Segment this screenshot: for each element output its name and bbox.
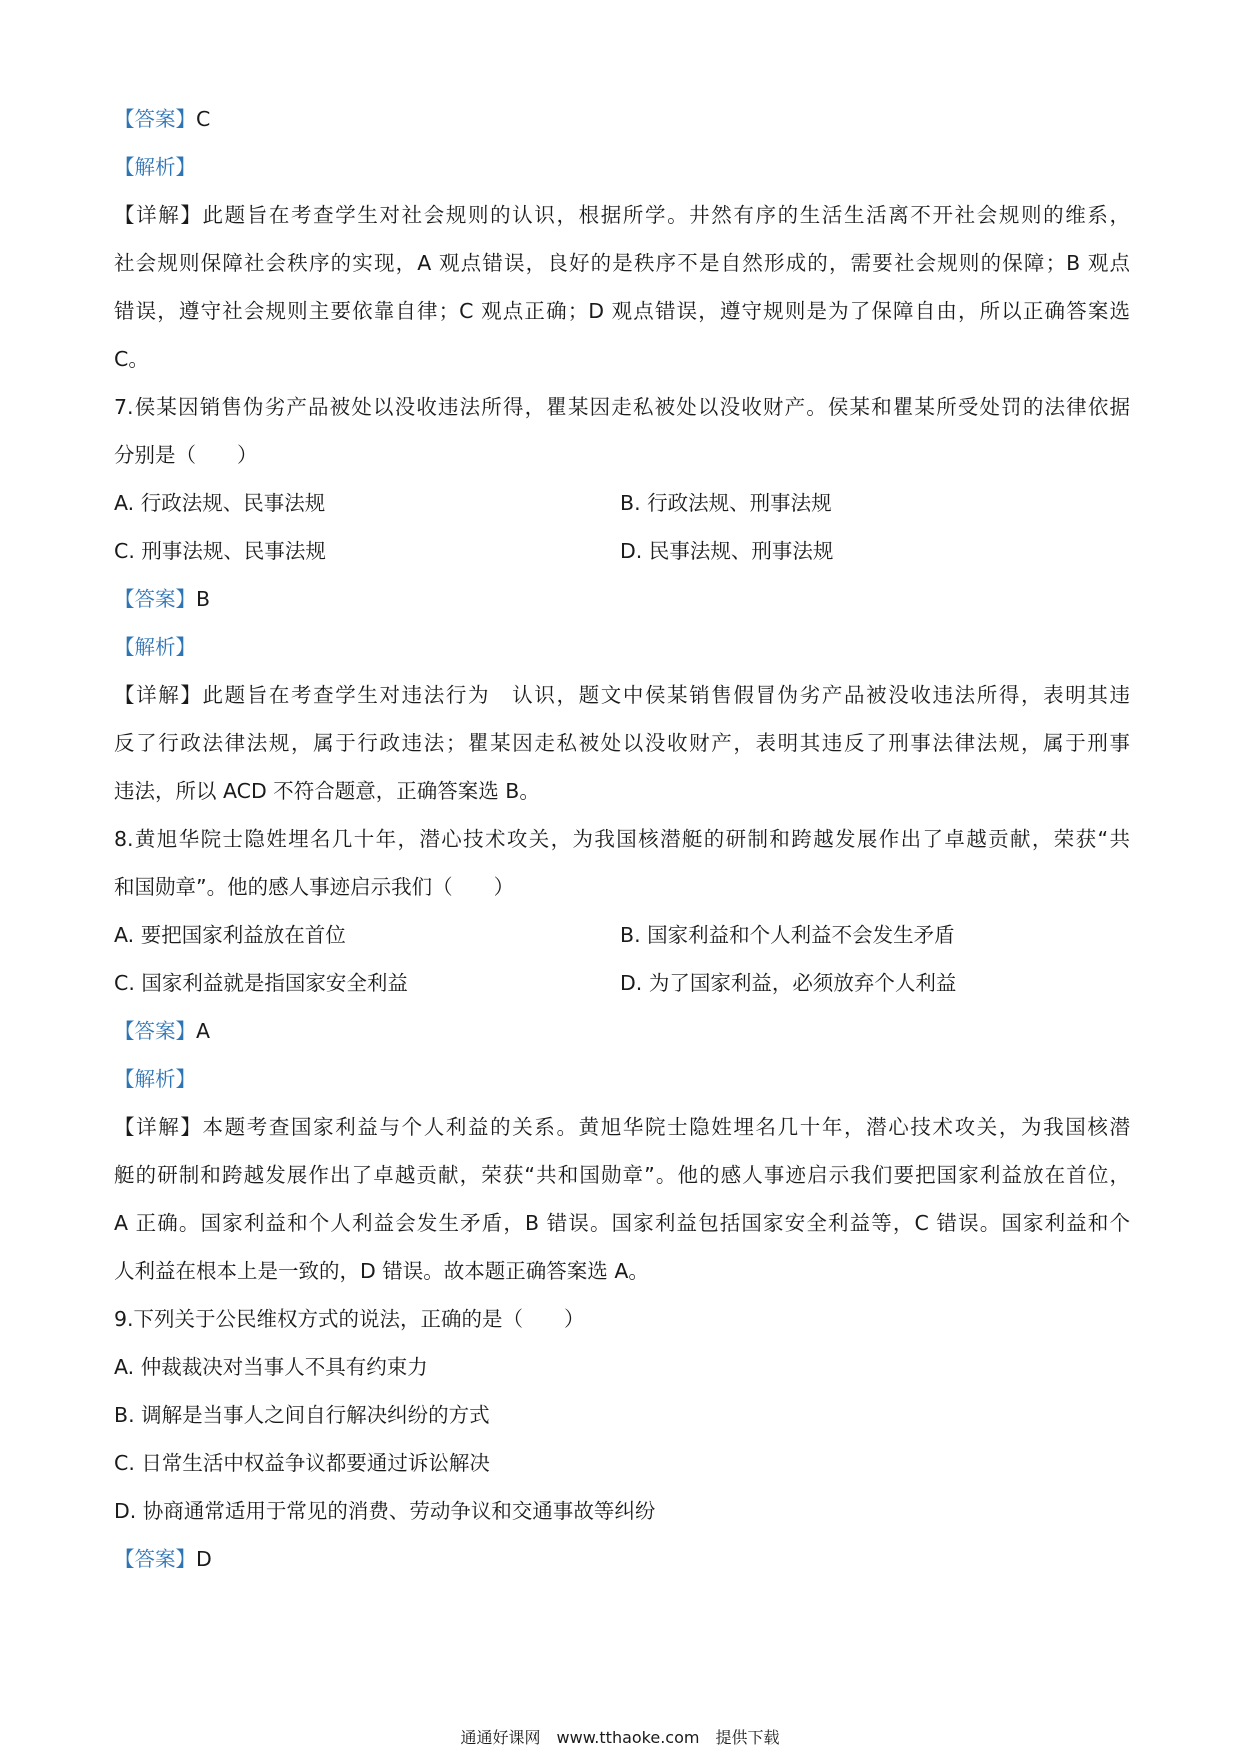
q8-option-a: A. 要把国家利益放在首位 [114,923,346,947]
detail-tag: 【详解】 [114,1115,203,1139]
q8-option-b: B. 国家利益和个人利益不会发生矛盾 [620,923,955,947]
analysis-tag: 【解析】 [114,155,196,179]
answer-value: D [196,1547,212,1571]
q6-detail-line-3: 错误，遵守社会规则主要依靠自律；C 观点正确；D 观点错误，遵守规则是为了保障自由，所以正确答案选 [114,299,1130,323]
q9-stem: 9.下列关于公民维权方式的说法，正确的是（ ） [114,1307,585,1331]
q6-answer-line [114,104,210,134]
q6-detail-line-1 [114,200,1130,230]
q7-detail-line-1 [114,680,1130,710]
answer-value: A [196,1019,211,1043]
q6-detail-line-2: 社会规则保障社会秩序的实现，A 观点错误，良好的是秩序不是自然形成的，需要社会规则的保障；B 观点 [114,251,1130,275]
detail-text: 此题旨在考查学生对社会规则的认识，根据所学。井然有序的生活生活离不开社会规则的维系， [202,203,1131,227]
q7-detail-line-2: 反了行政法律法规，属于行政违法；瞿某因走私被处以没收财产，表明其违反了刑事法律法规，属于刑事 [114,731,1130,755]
q8-stem-line-2: 和国勋章”。他的感人事迹启示我们（ ） [114,875,515,899]
q7-option-c: C. 刑事法规、民事法规 [114,539,326,563]
q8-detail-line-4: 人利益在根本上是一致的，D 错误。故本题正确答案选 A。 [114,1259,649,1283]
answer-tag: 【答案】 [114,1019,196,1043]
analysis-tag: 【解析】 [114,635,196,659]
answer-tag: 【答案】 [114,107,196,131]
detail-text: 本题考查国家利益与个人利益的关系。黄旭华院士隐姓埋名几十年，潜心技术攻关，为我国核潜 [202,1115,1131,1139]
q6-detail-line-4: C。 [114,347,149,371]
q8-stem-line-1: 8.黄旭华院士隐姓埋名几十年，潜心技术攻关，为我国核潜艇的研制和跨越发展作出了卓越贡献，荣获“共 [114,827,1130,851]
q7-option-d: D. 民事法规、刑事法规 [620,539,834,563]
q8-option-c: C. 国家利益就是指国家安全利益 [114,971,408,995]
page-footer: 通通好课网 www.tthaoke.com 提供下载 [460,1728,780,1747]
detail-tag: 【详解】 [114,683,203,707]
detail-tag: 【详解】 [114,203,203,227]
q9-answer-line [114,1544,212,1574]
q8-detail-line-2: 艇的研制和跨越发展作出了卓越贡献，荣获“共和国勋章”。他的感人事迹启示我们要把国家利益放在首位， [114,1163,1130,1187]
q7-stem-line-1: 7.侯某因销售伪劣产品被处以没收违法所得，瞿某因走私被处以没收财产。侯某和瞿某所受处罚的法律依据 [114,395,1130,419]
q7-option-b: B. 行政法规、刑事法规 [620,491,832,515]
q9-option-b: B. 调解是当事人之间自行解决纠纷的方式 [114,1403,490,1427]
q7-answer-line [114,584,210,614]
answer-tag: 【答案】 [114,1547,196,1571]
q9-option-d: D. 协商通常适用于常见的消费、劳动争议和交通事故等纠纷 [114,1499,656,1523]
detail-text: 此题旨在考查学生对违法行为 认识，题文中侯某销售假冒伪劣产品被没收违法所得，表明其违 [202,683,1131,707]
q7-stem-line-2: 分别是（ ） [114,443,258,467]
q9-option-a: A. 仲裁裁决对当事人不具有约束力 [114,1355,428,1379]
q7-detail-line-3: 违法，所以 ACD 不符合题意，正确答案选 B。 [114,779,540,803]
q7-option-a: A. 行政法规、民事法规 [114,491,326,515]
q8-detail-line-3: A 正确。国家利益和个人利益会发生矛盾，B 错误。国家利益包括国家安全利益等，C 错误。国家利益和个 [114,1211,1130,1235]
q9-option-c: C. 日常生活中权益争议都要通过诉讼解决 [114,1451,490,1475]
answer-value: C [196,107,211,131]
q8-answer-line [114,1016,210,1046]
answer-value: B [196,587,211,611]
analysis-tag: 【解析】 [114,1067,196,1091]
answer-tag: 【答案】 [114,587,196,611]
q8-detail-line-1 [114,1112,1130,1142]
q8-option-d: D. 为了国家利益，必须放弃个人利益 [620,971,957,995]
